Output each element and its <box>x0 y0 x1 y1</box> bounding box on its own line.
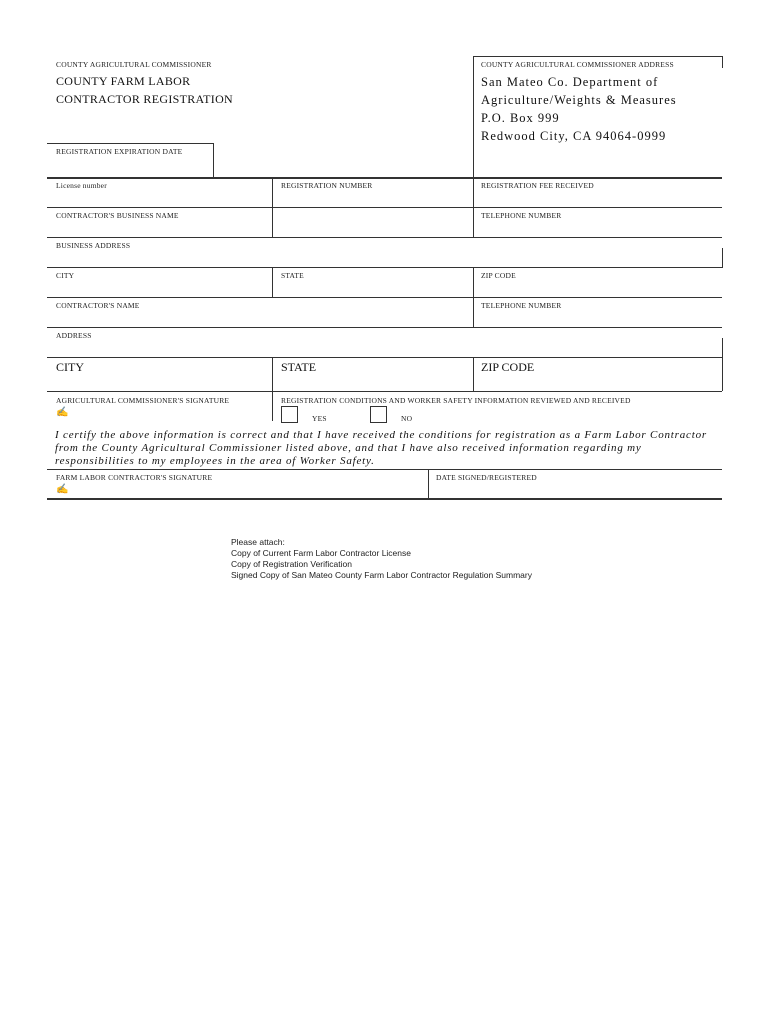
address-label: COUNTY AGRICULTURAL COMMISSIONER ADDRESS <box>481 60 674 69</box>
business-name-field[interactable] <box>48 221 270 236</box>
expiration-top-border <box>47 143 213 144</box>
city-label: CITY <box>56 360 84 374</box>
registration-number-field[interactable] <box>274 191 471 206</box>
contractor-address-field[interactable] <box>48 341 720 356</box>
row-divider <box>47 327 722 328</box>
business-city-field[interactable] <box>48 281 270 296</box>
business-address-label: BUSINESS ADDRESS <box>56 241 131 250</box>
business-zip-field[interactable] <box>475 281 720 296</box>
col-divider <box>722 357 723 391</box>
registration-number-label: REGISTRATION NUMBER <box>281 181 373 190</box>
contractor-name-field[interactable] <box>48 311 471 326</box>
state-label: STATE <box>281 360 317 374</box>
row-divider <box>47 357 722 358</box>
yes-checkbox[interactable] <box>281 406 298 423</box>
col-divider <box>428 469 429 499</box>
row-divider <box>47 267 722 268</box>
form-title <box>56 72 233 108</box>
registration-fee-field[interactable] <box>475 191 720 206</box>
address-left-border <box>473 56 474 178</box>
contractor-zip-field[interactable] <box>475 374 720 390</box>
business-name-extra-field[interactable] <box>274 209 471 236</box>
commissioner-address <box>481 73 677 145</box>
attachment-item: Copy of Registration Verification <box>231 559 352 569</box>
form-title-line1: COUNTY FARM LABOR <box>56 74 191 88</box>
col-divider <box>272 267 273 297</box>
contractor-city-field[interactable] <box>48 374 270 390</box>
attachments-list <box>231 537 532 581</box>
state-label: STATE <box>281 271 304 280</box>
expiration-label: REGISTRATION EXPIRATION DATE <box>56 147 183 156</box>
expiration-right-border <box>213 143 214 178</box>
pen-icon: ✍ <box>56 484 69 495</box>
expiration-date-field[interactable] <box>48 156 212 177</box>
commissioner-signature-label: AGRICULTURAL COMMISSIONER'S SIGNATURE <box>56 396 230 405</box>
license-number-field[interactable] <box>48 191 270 206</box>
business-name-label: CONTRACTOR'S BUSINESS NAME <box>56 211 179 220</box>
row-divider <box>47 207 722 208</box>
pen-icon: ✍ <box>56 407 69 418</box>
address-right-tick <box>722 56 723 68</box>
address-label: ADDRESS <box>56 331 92 340</box>
address-line1: San Mateo Co. Department of <box>481 75 659 89</box>
contractor-telephone-field[interactable] <box>475 311 720 326</box>
col-divider <box>473 178 474 237</box>
col-divider <box>272 357 273 421</box>
col-divider <box>473 267 474 297</box>
zip-label: ZIP CODE <box>481 271 516 280</box>
col-divider <box>473 357 474 391</box>
col-divider <box>272 178 273 237</box>
form-bottom-border <box>47 498 722 500</box>
attachment-item: Copy of Current Farm Labor Contractor License <box>231 548 411 558</box>
commissioner-label: COUNTY AGRICULTURAL COMMISSIONER <box>56 60 212 69</box>
row-divider <box>47 391 722 392</box>
attachments-heading: Please attach: <box>231 537 285 547</box>
contractor-signature-field[interactable] <box>70 483 426 497</box>
business-state-field[interactable] <box>274 281 471 296</box>
contractor-name-label: CONTRACTOR'S NAME <box>56 301 140 310</box>
zip-label: ZIP CODE <box>481 360 535 374</box>
registration-fee-label: REGISTRATION FEE RECEIVED <box>481 181 594 190</box>
date-signed-label: DATE SIGNED/REGISTERED <box>436 473 537 482</box>
certification-statement: I certify the above information is correct and that I have received the conditions for registration as a Farm Labor Contractor from the County Agricultural Commissioner listed above, and that I have also received information regarding my responsibilities to my employees in the area of Worker Safety. <box>55 429 707 467</box>
yes-label: YES <box>312 414 327 423</box>
col-divider <box>722 338 723 358</box>
row-divider <box>47 177 722 179</box>
license-number-label: License number <box>56 181 107 190</box>
city-label: CITY <box>56 271 75 280</box>
contractor-state-field[interactable] <box>274 374 471 390</box>
telephone-label: TELEPHONE NUMBER <box>481 211 562 220</box>
row-divider <box>47 469 722 470</box>
col-divider <box>722 248 723 268</box>
date-signed-field[interactable] <box>430 483 720 497</box>
business-address-field[interactable] <box>48 251 720 266</box>
address-line3: P.O. Box 999 <box>481 111 560 125</box>
address-line2: Agriculture/Weights & Measures <box>481 93 677 107</box>
contractor-signature-label: FARM LABOR CONTRACTOR'S SIGNATURE <box>56 473 213 482</box>
no-checkbox[interactable] <box>370 406 387 423</box>
business-telephone-field[interactable] <box>475 221 720 236</box>
telephone-label: TELEPHONE NUMBER <box>481 301 562 310</box>
attachment-item: Signed Copy of San Mateo County Farm Labor Contractor Regulation Summary <box>231 570 532 580</box>
col-divider <box>473 297 474 327</box>
commissioner-signature-field[interactable] <box>70 406 270 421</box>
form-title-line2: CONTRACTOR REGISTRATION <box>56 92 234 106</box>
address-line4: Redwood City, CA 94064-0999 <box>481 129 667 143</box>
conditions-label: REGISTRATION CONDITIONS AND WORKER SAFETY INFORMATION REVIEWED AND RECEIVED <box>281 396 631 405</box>
row-divider <box>47 297 722 298</box>
row-divider <box>47 237 722 238</box>
no-label: NO <box>401 414 413 423</box>
address-top-border <box>473 56 722 57</box>
